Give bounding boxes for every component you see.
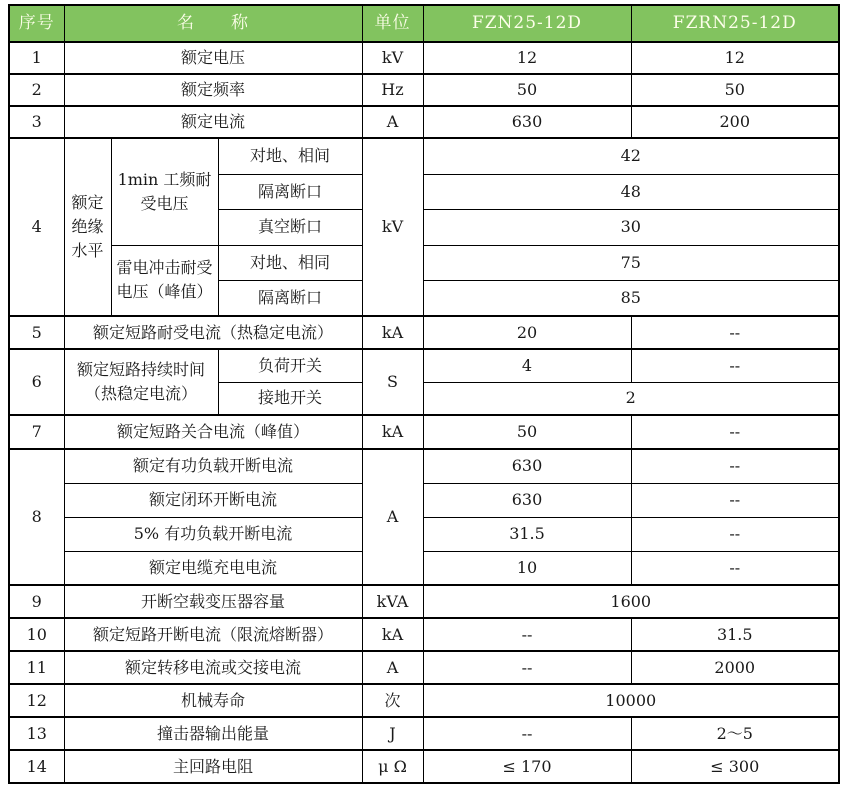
row-11-serial: 11 xyxy=(9,651,64,684)
row-12-value-merged: 10000 xyxy=(423,684,839,717)
row-4-item-phase-to-ground-2: 对地、相同 xyxy=(218,245,362,280)
row-4-item-isolating-break-1: 隔离断口 xyxy=(218,174,362,209)
table-row xyxy=(9,517,839,551)
row-12-name: 机械寿命 xyxy=(64,684,362,717)
table-row xyxy=(9,585,839,618)
row-13-serial: 13 xyxy=(9,717,64,750)
row-5-serial: 5 xyxy=(9,316,64,349)
row-5-value-fzn: 20 xyxy=(423,316,631,349)
row-8-item-cable-charging: 额定电缆充电电流 xyxy=(64,551,362,585)
row-10-value-fzn: -- xyxy=(423,618,631,651)
table-row xyxy=(9,483,839,517)
row-11-value-fzrn: 2000 xyxy=(631,651,839,684)
row-6-unit: S xyxy=(362,349,423,415)
row-10-serial: 10 xyxy=(9,618,64,651)
table-row xyxy=(9,415,839,449)
row-6-serial: 6 xyxy=(9,349,64,415)
row-8-item-closed-loop: 额定闭环开断电流 xyxy=(64,483,362,517)
spec-table xyxy=(8,4,840,784)
table-row xyxy=(9,618,839,651)
row-8-unit: A xyxy=(362,449,423,585)
row-6-value-fzrn: -- xyxy=(631,349,839,382)
table-row xyxy=(9,750,839,783)
row-14-name: 主回路电阻 xyxy=(64,750,362,783)
column-header-model-fzn25: FZN25-12D xyxy=(423,5,631,42)
row-13-unit: J xyxy=(362,717,423,750)
row-7-value-fzrn: -- xyxy=(631,415,839,449)
row-8-value-2-fzrn: -- xyxy=(631,483,839,517)
row-6-item-load-switch: 负荷开关 xyxy=(218,349,362,382)
row-4-subgroup-power-frequency: 1min 工频耐受电压 xyxy=(111,138,218,245)
column-header-unit: 单位 xyxy=(362,5,423,42)
row-13-value-fzn: -- xyxy=(423,717,631,750)
row-1-name: 额定电压 xyxy=(64,42,362,74)
row-8-value-4-fzrn: -- xyxy=(631,551,839,585)
row-2-name: 额定频率 xyxy=(64,74,362,106)
row-3-unit: A xyxy=(362,106,423,138)
row-3-serial: 3 xyxy=(9,106,64,138)
row-4-unit: kV xyxy=(362,138,423,316)
table-row xyxy=(9,551,839,585)
row-7-unit: kA xyxy=(362,415,423,449)
row-8-value-3-fzrn: -- xyxy=(631,517,839,551)
row-9-value-merged: 1600 xyxy=(423,585,839,618)
row-3-name: 额定电流 xyxy=(64,106,362,138)
column-header-model-fzrn25: FZRN25-12D xyxy=(631,5,839,42)
row-2-value-fzn: 50 xyxy=(423,74,631,106)
row-13-value-fzrn: 2～5 xyxy=(631,717,839,750)
table-row xyxy=(9,74,839,106)
row-2-value-fzrn: 50 xyxy=(631,74,839,106)
row-5-name: 额定短路耐受电流（热稳定电流） xyxy=(64,316,362,349)
row-4-item-phase-to-ground: 对地、相间 xyxy=(218,138,362,174)
row-6-value-fzn: 4 xyxy=(423,349,631,382)
row-8-value-2-fzn: 630 xyxy=(423,483,631,517)
table-row xyxy=(9,717,839,750)
row-8-serial: 8 xyxy=(9,449,64,585)
row-6-value-merged: 2 xyxy=(423,382,839,415)
row-1-value-fzn: 12 xyxy=(423,42,631,74)
row-4-value-2: 48 xyxy=(423,174,839,209)
row-4-value-1: 42 xyxy=(423,138,839,174)
row-14-serial: 14 xyxy=(9,750,64,783)
row-12-unit: 次 xyxy=(362,684,423,717)
table-row xyxy=(9,245,839,280)
row-3-value-fzrn: 200 xyxy=(631,106,839,138)
row-4-group-label: 额定绝缘水平 xyxy=(64,138,111,316)
row-4-item-isolating-break-2: 隔离断口 xyxy=(218,280,362,316)
row-8-value-3-fzn: 31.5 xyxy=(423,517,631,551)
row-9-unit: kVA xyxy=(362,585,423,618)
row-9-name: 开断空载变压器容量 xyxy=(64,585,362,618)
row-10-name: 额定短路开断电流（限流熔断器） xyxy=(64,618,362,651)
row-4-value-3: 30 xyxy=(423,209,839,245)
row-7-value-fzn: 50 xyxy=(423,415,631,449)
row-1-serial: 1 xyxy=(9,42,64,74)
row-2-unit: Hz xyxy=(362,74,423,106)
row-6-name: 额定短路持续时间（热稳定电流） xyxy=(64,349,218,415)
row-1-value-fzrn: 12 xyxy=(631,42,839,74)
row-8-item-active-load: 额定有功负载开断电流 xyxy=(64,449,362,483)
row-4-serial: 4 xyxy=(9,138,64,316)
row-8-item-5pct-active-load: 5% 有功负载开断电流 xyxy=(64,517,362,551)
row-5-unit: kA xyxy=(362,316,423,349)
row-6-item-earthing-switch: 接地开关 xyxy=(218,382,362,415)
row-3-value-fzn: 630 xyxy=(423,106,631,138)
row-5-value-fzrn: -- xyxy=(631,316,839,349)
row-11-value-fzn: -- xyxy=(423,651,631,684)
row-8-value-1-fzrn: -- xyxy=(631,449,839,483)
row-8-value-1-fzn: 630 xyxy=(423,449,631,483)
column-header-name: 名 称 xyxy=(64,5,362,42)
table-row xyxy=(9,138,839,174)
row-2-serial: 2 xyxy=(9,74,64,106)
row-4-value-5: 85 xyxy=(423,280,839,316)
row-8-value-4-fzn: 10 xyxy=(423,551,631,585)
row-11-unit: A xyxy=(362,651,423,684)
table-row xyxy=(9,684,839,717)
row-12-serial: 12 xyxy=(9,684,64,717)
table-row xyxy=(9,106,839,138)
table-row xyxy=(9,42,839,74)
column-header-serial: 序号 xyxy=(9,5,64,42)
table-row xyxy=(9,316,839,349)
table-row xyxy=(9,449,839,483)
header-row xyxy=(9,5,839,42)
row-7-name: 额定短路关合电流（峰值） xyxy=(64,415,362,449)
row-9-serial: 9 xyxy=(9,585,64,618)
row-14-unit: μ Ω xyxy=(362,750,423,783)
row-1-unit: kV xyxy=(362,42,423,74)
row-4-item-vacuum-break: 真空断口 xyxy=(218,209,362,245)
row-14-value-fzn: ≤ 170 xyxy=(423,750,631,783)
table-row xyxy=(9,349,839,382)
row-13-name: 撞击器输出能量 xyxy=(64,717,362,750)
row-7-serial: 7 xyxy=(9,415,64,449)
row-4-value-4: 75 xyxy=(423,245,839,280)
row-10-unit: kA xyxy=(362,618,423,651)
row-4-subgroup-lightning-impulse: 雷电冲击耐受电压（峰值） xyxy=(111,245,218,316)
row-10-value-fzrn: 31.5 xyxy=(631,618,839,651)
row-14-value-fzrn: ≤ 300 xyxy=(631,750,839,783)
table-row xyxy=(9,651,839,684)
row-11-name: 额定转移电流或交接电流 xyxy=(64,651,362,684)
